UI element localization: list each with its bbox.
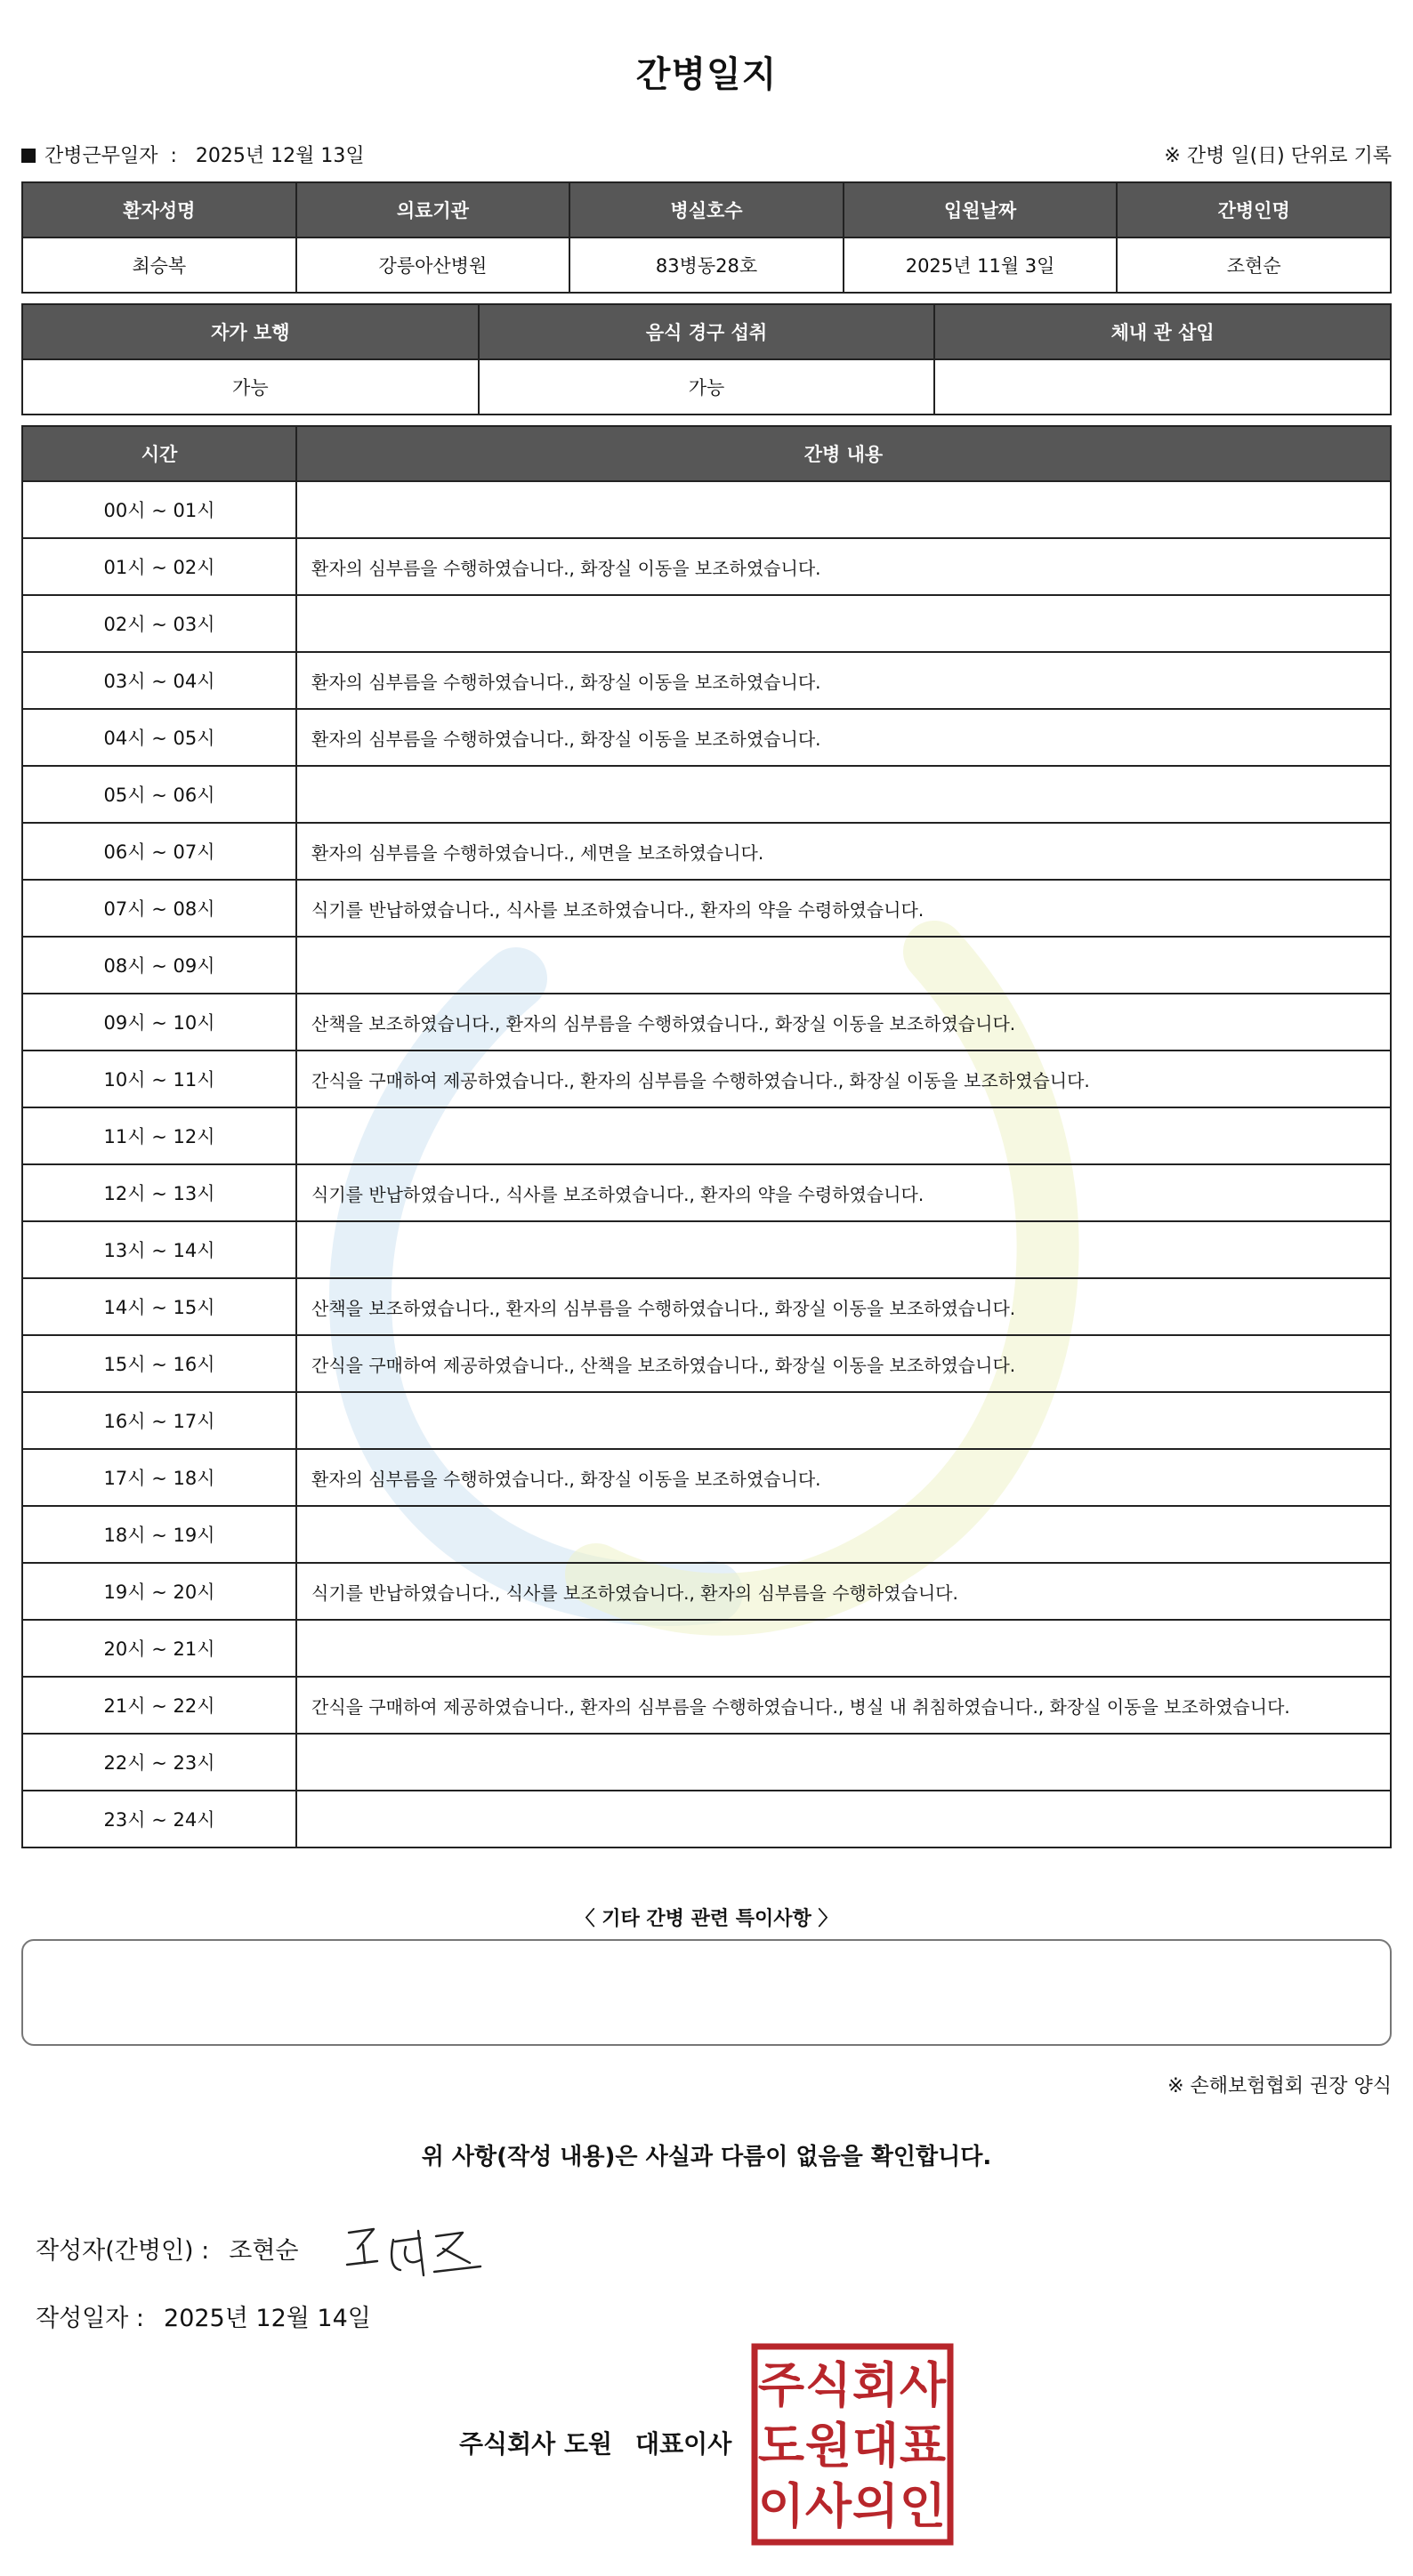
log-time: 10시 ~ 11시 (22, 1051, 296, 1107)
care-log-table (21, 425, 1392, 1848)
log-content (296, 937, 1391, 994)
seal-character: 이 (757, 2478, 805, 2534)
seal-character: 식 (804, 2357, 852, 2413)
status-value-row (22, 359, 1391, 415)
patient-info-header-row (22, 182, 1391, 237)
header-admission-date: 입원날짜 (844, 182, 1118, 237)
document-title: 간병일지 (635, 54, 778, 95)
log-time: 09시 ~ 10시 (22, 994, 296, 1051)
log-row (22, 709, 1391, 766)
log-content: 환자의 심부름을 수행하였습니다., 화장실 이동을 보조하였습니다. (296, 1449, 1391, 1506)
log-content: 환자의 심부름을 수행하였습니다., 화장실 이동을 보조하였습니다. (296, 538, 1391, 595)
log-content: 간식을 구매하여 제공하였습니다., 환자의 심부름을 수행하였습니다., 화장실 이동을 보조하였습니다. (296, 1051, 1391, 1107)
log-content: 산책을 보조하였습니다., 환자의 심부름을 수행하였습니다., 화장실 이동을 보조하였습니다. (296, 994, 1391, 1051)
log-time: 07시 ~ 08시 (22, 880, 296, 937)
log-content (296, 595, 1391, 652)
log-content (296, 1392, 1391, 1449)
log-content (296, 1506, 1391, 1563)
seal-character: 도 (757, 2418, 805, 2474)
log-row (22, 595, 1391, 652)
log-time: 06시 ~ 07시 (22, 823, 296, 880)
log-content: 식기를 반납하였습니다., 식사를 보조하였습니다., 환자의 심부름을 수행하였습니다. (296, 1563, 1391, 1620)
notes-title: 〈 기타 간병 관련 특이사항 〉 (575, 1908, 838, 1930)
company-title: 대표이사 (635, 2429, 732, 2459)
header-caregiver: 간병인명 (1117, 182, 1391, 237)
log-row (22, 1221, 1391, 1278)
log-row (22, 1734, 1391, 1791)
header-self-walking: 자가 보행 (22, 304, 479, 359)
seal-character: 주 (757, 2357, 805, 2413)
write-date-value: 2025년 12월 14일 (164, 2305, 371, 2332)
patient-name: 최승복 (22, 237, 296, 293)
log-time: 16시 ~ 17시 (22, 1392, 296, 1449)
seal-character: 대 (852, 2418, 900, 2474)
oral-intake-value: 가능 (479, 359, 935, 415)
log-row (22, 652, 1391, 709)
company-seal (751, 2343, 954, 2546)
log-content: 간식을 구매하여 제공하였습니다., 산책을 보조하였습니다., 화장실 이동을 보조하였습니다. (296, 1335, 1391, 1392)
company-name: 주식회사 도원 (459, 2429, 613, 2459)
header-time: 시간 (22, 426, 296, 481)
seal-character: 사 (804, 2478, 852, 2534)
log-content (296, 481, 1391, 538)
seal-character: 원 (804, 2418, 852, 2474)
log-row (22, 1051, 1391, 1107)
patient-status-table (21, 303, 1392, 415)
log-content (296, 1107, 1391, 1164)
room-number: 83병동28호 (569, 237, 844, 293)
seal-character: 표 (899, 2418, 947, 2474)
patient-info-table (21, 181, 1392, 294)
writer-label: 작성자(간병인) : (36, 2237, 210, 2265)
log-time: 05시 ~ 06시 (22, 766, 296, 823)
seal-character: 의 (852, 2478, 900, 2534)
log-content: 산책을 보조하였습니다., 환자의 심부름을 수행하였습니다., 화장실 이동을 보조하였습니다. (296, 1278, 1391, 1335)
log-content: 환자의 심부름을 수행하였습니다., 세면을 보조하였습니다. (296, 823, 1391, 880)
log-row (22, 1791, 1391, 1847)
status-header-row (22, 304, 1391, 359)
log-time: 23시 ~ 24시 (22, 1791, 296, 1847)
log-time: 14시 ~ 15시 (22, 1278, 296, 1335)
header-care-content: 간병 내용 (296, 426, 1391, 481)
log-row (22, 1107, 1391, 1164)
log-row (22, 880, 1391, 937)
work-date (21, 141, 365, 168)
log-time: 04시 ~ 05시 (22, 709, 296, 766)
header-room: 병실호수 (569, 182, 844, 237)
seal-character: 인 (899, 2478, 947, 2534)
log-row (22, 1164, 1391, 1221)
unit-note: ※ 간병 일(日) 단위로 기록 (1164, 145, 1392, 167)
log-row (22, 766, 1391, 823)
notes-box (21, 1939, 1392, 2046)
header-patient-name: 환자성명 (22, 182, 296, 237)
patient-info-value-row (22, 237, 1391, 293)
header-hospital: 의료기관 (296, 182, 570, 237)
log-row (22, 1677, 1391, 1734)
log-content: 간식을 구매하여 제공하였습니다., 환자의 심부름을 수행하였습니다., 병실 내 취침하였습니다., 화장실 이동을 보조하였습니다. (296, 1677, 1391, 1734)
log-header-row (22, 426, 1391, 481)
log-time: 13시 ~ 14시 (22, 1221, 296, 1278)
log-time: 11시 ~ 12시 (22, 1107, 296, 1164)
log-time: 01시 ~ 02시 (22, 538, 296, 595)
log-content: 식기를 반납하였습니다., 식사를 보조하였습니다., 환자의 약을 수령하였습니다. (296, 1164, 1391, 1221)
log-body (22, 481, 1391, 1847)
log-row (22, 1506, 1391, 1563)
tube-insertion-value (934, 359, 1391, 415)
log-time: 20시 ~ 21시 (22, 1620, 296, 1677)
log-time: 15시 ~ 16시 (22, 1335, 296, 1392)
admission-date: 2025년 11월 3일 (844, 237, 1118, 293)
log-time: 00시 ~ 01시 (22, 481, 296, 538)
log-row (22, 937, 1391, 994)
log-row (22, 481, 1391, 538)
write-date-line (36, 2298, 371, 2333)
log-content (296, 1221, 1391, 1278)
log-row (22, 1392, 1391, 1449)
log-time: 17시 ~ 18시 (22, 1449, 296, 1506)
log-time: 19시 ~ 20시 (22, 1563, 296, 1620)
log-time: 02시 ~ 03시 (22, 595, 296, 652)
work-date-separator: : (170, 145, 177, 167)
log-content (296, 766, 1391, 823)
log-time: 12시 ~ 13시 (22, 1164, 296, 1221)
header-oral-intake: 음식 경구 섭취 (479, 304, 935, 359)
writer-name: 조현순 (229, 2237, 299, 2265)
log-row (22, 994, 1391, 1051)
log-content (296, 1734, 1391, 1791)
handwritten-signature (338, 2213, 498, 2284)
association-note: ※ 손해보험협회 권장 양식 (1167, 2075, 1392, 2097)
log-time: 18시 ~ 19시 (22, 1506, 296, 1563)
work-date-value: 2025년 12월 13일 (195, 145, 365, 167)
company-line (459, 2425, 731, 2460)
hospital-name: 강릉아산병원 (296, 237, 570, 293)
log-time: 08시 ~ 09시 (22, 937, 296, 994)
log-content (296, 1620, 1391, 1677)
log-row (22, 538, 1391, 595)
log-row (22, 1563, 1391, 1620)
caregiver-name: 조현순 (1117, 237, 1391, 293)
log-row (22, 823, 1391, 880)
log-row (22, 1278, 1391, 1335)
log-content (296, 1791, 1391, 1847)
log-content: 환자의 심부름을 수행하였습니다., 화장실 이동을 보조하였습니다. (296, 652, 1391, 709)
self-walking-value: 가능 (22, 359, 479, 415)
log-row (22, 1449, 1391, 1506)
work-date-label: 간병근무일자 (44, 145, 158, 167)
confirmation-statement: 위 사항(작성 내용)은 사실과 다름이 없음을 확인합니다. (421, 2144, 992, 2170)
log-content: 환자의 심부름을 수행하였습니다., 화장실 이동을 보조하였습니다. (296, 709, 1391, 766)
log-row (22, 1335, 1391, 1392)
seal-character: 회 (852, 2357, 900, 2413)
square-bullet-icon (21, 149, 36, 163)
write-date-label: 작성일자 : (36, 2305, 145, 2332)
log-row (22, 1620, 1391, 1677)
writer-line (36, 2231, 299, 2266)
header-tube-insertion: 체내 관 삽입 (934, 304, 1391, 359)
log-content: 식기를 반납하였습니다., 식사를 보조하였습니다., 환자의 약을 수령하였습니다. (296, 880, 1391, 937)
log-time: 03시 ~ 04시 (22, 652, 296, 709)
seal-character: 사 (899, 2357, 947, 2413)
log-time: 21시 ~ 22시 (22, 1677, 296, 1734)
log-time: 22시 ~ 23시 (22, 1734, 296, 1791)
